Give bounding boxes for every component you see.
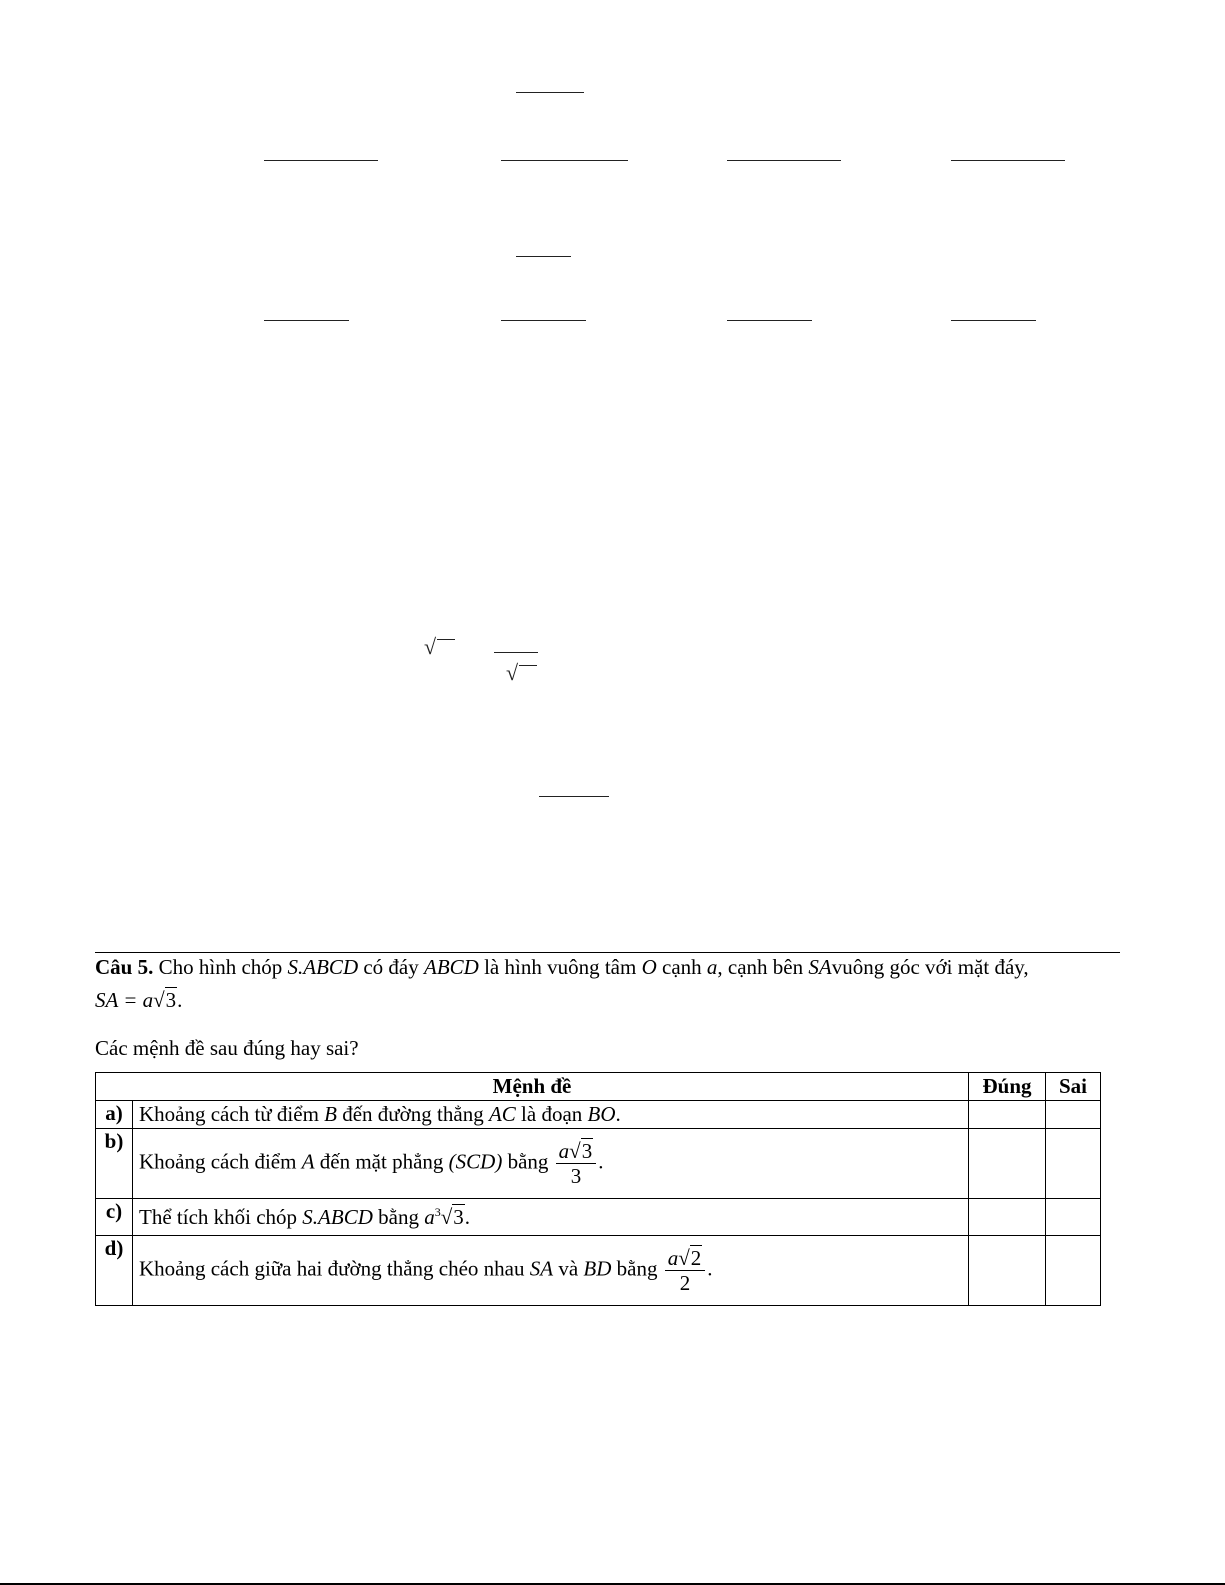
blank-line [727,160,841,161]
statement-text: . [598,1149,604,1174]
blank-line [951,320,1036,321]
statement-text: đến đường thẳng [342,1102,484,1126]
math-edge: a [706,955,718,979]
math-var: A [301,1149,315,1174]
table-row [96,1129,1101,1199]
prompt-text: Các mệnh đề sau đúng hay sai? [95,1036,359,1060]
math-var: a [667,1246,679,1270]
question-text: có đáy [363,955,419,979]
radical-fragment: √ [506,660,537,686]
statement-text: đến mặt phẳng [319,1149,444,1174]
statement-text: . [464,1204,470,1229]
math-var: (SCD) [448,1149,503,1174]
sqrt-radicand: 2 [690,1246,702,1270]
question-text: Cho hình chóp [158,955,283,979]
math-side: SA [808,955,832,979]
table-row [96,1199,1101,1236]
header-true: Đúng [969,1073,1046,1101]
question-line-2 [95,988,182,1013]
false-checkbox-cell[interactable] [1046,1236,1101,1306]
row-label: a) [96,1101,133,1129]
sqrt-radicand: 3 [453,1204,464,1229]
blank-line [516,256,571,257]
math-var: a [424,1204,435,1229]
math-base: ABCD [424,955,479,979]
section-divider [95,952,1120,953]
sqrt-expression: √3 [153,988,177,1012]
sqrt-radicand: 3 [165,988,177,1012]
math-var: a [558,1139,570,1163]
math-var: BD [583,1256,612,1281]
statement-text: Thể tích khối chóp [139,1204,298,1229]
false-checkbox-cell[interactable] [1046,1101,1101,1129]
fraction-denominator: 2 [679,1271,691,1295]
question-label: Câu 5. [95,955,154,979]
blank-line [501,320,586,321]
header-false: Sai [1046,1073,1101,1101]
math-var: SA [529,1256,554,1281]
row-label: d) [96,1236,133,1306]
math-exponent: 3 [434,1204,441,1219]
math-var: AC [488,1102,516,1126]
false-checkbox-cell[interactable] [1046,1199,1101,1236]
statement-text: bằng [378,1204,419,1229]
statement-text: Khoảng cách điểm [139,1149,297,1174]
statement-text: và [558,1256,579,1281]
table-row [96,1101,1101,1129]
row-label: b) [96,1129,133,1199]
statement-text: là đoạn [521,1102,583,1126]
question-text: cạnh [662,955,702,979]
fraction: $\frac{a√3}{3}$ [556,1139,597,1188]
table-row [96,1236,1101,1306]
question-text: , cạnh bên [717,955,804,979]
statement-text: Khoảng cách giữa hai đường thẳng chéo nhau [139,1256,525,1281]
row-statement [133,1129,969,1199]
math-pyramid: S.ABCD [287,955,359,979]
table-header-row [96,1073,1101,1101]
row-statement: Thể tích khối chóp S.ABCD bằng $a^3√3$. [133,1199,969,1236]
blank-line [494,652,538,653]
math-var: B [324,1102,337,1126]
true-checkbox-cell[interactable] [969,1101,1046,1129]
blank-line [501,160,628,161]
propositions-table [95,1072,1101,1306]
true-checkbox-cell[interactable] [969,1236,1046,1306]
blank-line [516,92,584,93]
question-text: . [177,988,183,1012]
question-text: vuông góc với mặt đáy, [831,955,1029,979]
statement-text: bằng [507,1149,549,1174]
row-statement [133,1236,969,1306]
fraction: $\frac{a√2}{2}$ [665,1246,706,1295]
row-label: c) [96,1199,133,1236]
sqrt-radicand: 3 [581,1139,593,1163]
true-checkbox-cell[interactable] [969,1129,1046,1199]
statement-text: bằng [616,1256,658,1281]
blank-line [727,320,812,321]
math-var: BO [587,1102,616,1126]
radical-fragment: √ [424,634,455,660]
question-text: là hình vuông tâm [484,955,637,979]
header-statement: Mệnh đề [96,1073,969,1101]
statement-text: . [707,1256,713,1281]
fraction-denominator: 3 [570,1164,582,1188]
row-statement [133,1101,969,1129]
true-checkbox-cell[interactable] [969,1199,1046,1236]
math-var: S.ABCD [302,1204,373,1229]
false-checkbox-cell[interactable] [1046,1129,1101,1199]
blank-line [539,796,609,797]
blank-line [264,320,349,321]
blank-line [951,160,1065,161]
blank-line [264,160,378,161]
math-center: O [641,955,657,979]
statement-text: . [615,1102,621,1126]
math-condition: SA = a [95,988,154,1012]
question-line-1 [95,955,1029,980]
statement-text: Khoảng cách từ điểm [139,1102,319,1126]
